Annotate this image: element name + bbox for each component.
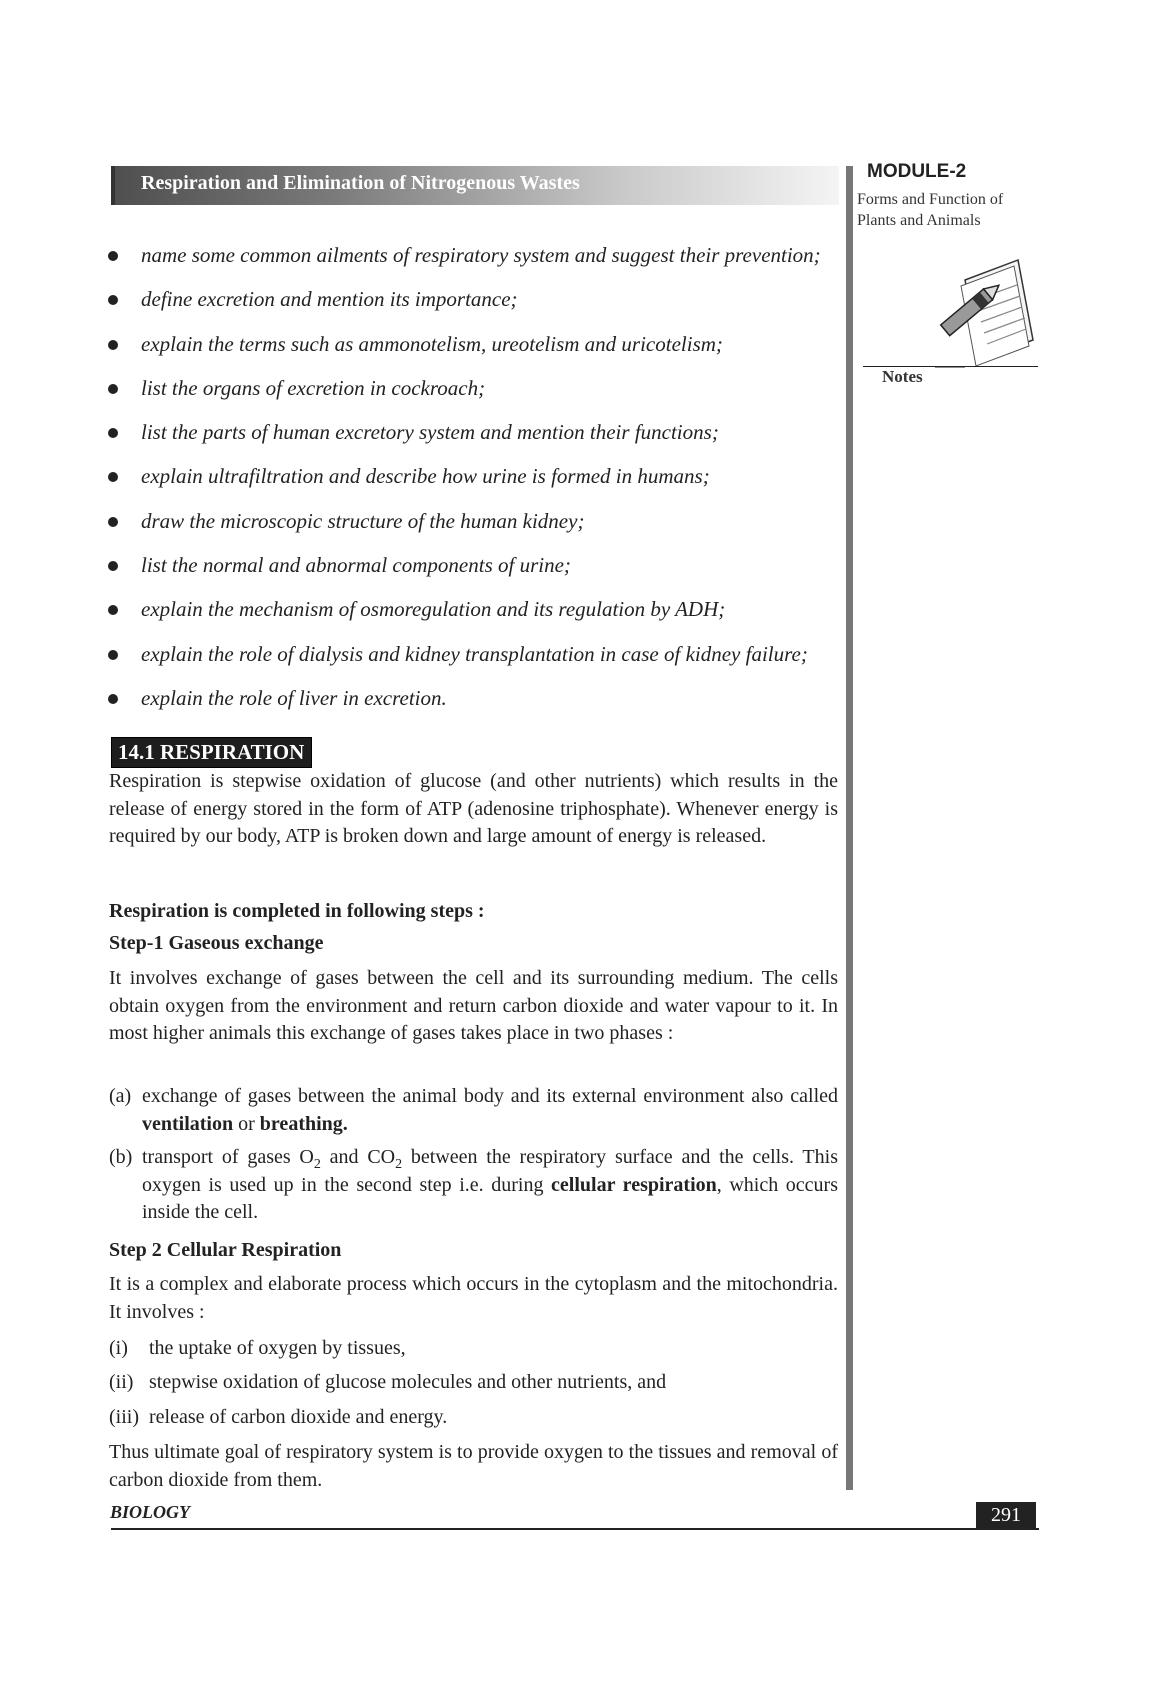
notes-pencil-icon	[935, 255, 1035, 380]
list-item: (iii) release of carbon dioxide and energy.	[109, 1406, 448, 1428]
chapter-header-bar	[111, 166, 839, 205]
page-number: 291	[976, 1502, 1036, 1528]
module-subtitle-line2: Plants and Animals	[857, 212, 981, 229]
list-item: explain the role of dialysis and kidney transplantation in case of kidney failure;	[108, 640, 840, 684]
margin-divider	[846, 166, 853, 1490]
list-item: name some common ailments of respiratory system and suggest their prevention;	[108, 241, 840, 285]
module-subtitle-line1: Forms and Function of	[857, 191, 1004, 208]
step2-paragraph: It is a complex and elaborate process which occurs in the cytoplasm and the mitochondria. It involves :	[109, 1273, 838, 1323]
list-item: list the organs of excretion in cockroach;	[108, 374, 840, 418]
list-item-a	[109, 1083, 838, 1138]
list-item: draw the microscopic structure of the human kidney;	[108, 507, 840, 551]
list-item: (i) the uptake of oxygen by tissues,	[109, 1337, 406, 1359]
objectives-list	[108, 241, 840, 728]
list-item: explain the terms such as ammonotelism, ureotelism and uricotelism;	[108, 330, 840, 374]
list-item: explain the role of liver in excretion.	[108, 684, 840, 728]
item-label: (b)	[109, 1146, 133, 1168]
bullet-icon	[108, 517, 118, 527]
module-subtitle	[857, 189, 1057, 231]
steps-heading: Respiration is completed in following steps :	[109, 900, 485, 922]
notes-label: Notes	[882, 367, 923, 386]
bullet-icon	[108, 605, 118, 615]
list-item: list the normal and abnormal components of urine;	[108, 551, 840, 595]
list-item: explain the mechanism of osmoregulation and its regulation by ADH;	[108, 595, 840, 639]
list-item: define excretion and mention its importance;	[108, 285, 840, 329]
bullet-icon	[108, 295, 118, 305]
list-item: (ii) stepwise oxidation of glucose molecules and other nutrients, and	[109, 1371, 667, 1393]
list-item: explain ultrafiltration and describe how urine is formed in humans;	[108, 462, 840, 506]
conclusion-paragraph: Thus ultimate goal of respiratory system is to provide oxygen to the tissues and removal of carbon dioxide from them.	[109, 1441, 838, 1491]
item-b-text: transport of gases $O_2$ and $CO_2$ between the respiratory surface and the cells. This oxygen is used up in the second step i.e. during cellular respiration, which occurs inside the cell.	[142, 1146, 838, 1224]
item-a-text: exchange of gases between the animal body and its external environment also called ventilation or breathing.	[142, 1085, 838, 1135]
step1-heading: Step-1 Gaseous exchange	[109, 932, 324, 954]
bullet-icon	[108, 251, 118, 261]
step2-heading: Step 2 Cellular Respiration	[109, 1239, 342, 1261]
chapter-title: Respiration and Elimination of Nitrogenous Wastes	[141, 172, 580, 194]
list-item: list the parts of human excretory system and mention their functions;	[108, 418, 840, 462]
footer-subject: BIOLOGY	[110, 1502, 190, 1522]
step1-paragraph: It involves exchange of gases between the cell and its surrounding medium. The cells obtain oxygen from the environment and return carbon dioxide and water vapour to it. In most higher animals this exchange of gases takes place in two phases :	[109, 967, 838, 1045]
section-heading: 14.1 RESPIRATION	[111, 737, 312, 768]
footer-rule	[111, 1528, 1039, 1530]
bullet-icon	[108, 472, 118, 482]
bullet-icon	[108, 650, 118, 660]
bullet-icon	[108, 561, 118, 571]
list-item-b	[109, 1144, 838, 1227]
bullet-icon	[108, 694, 118, 704]
bullet-icon	[108, 340, 118, 350]
item-label: (a)	[109, 1085, 132, 1107]
intro-paragraph: Respiration is stepwise oxidation of glucose (and other nutrients) which results in the release of energy stored in the form of ATP (adenosine triphosphate). Whenever energy is required by our body, ATP is broken down and large amount of energy is released.	[109, 770, 838, 848]
bullet-icon	[108, 384, 118, 394]
module-label: MODULE-2	[867, 161, 967, 182]
bullet-icon	[108, 428, 118, 438]
